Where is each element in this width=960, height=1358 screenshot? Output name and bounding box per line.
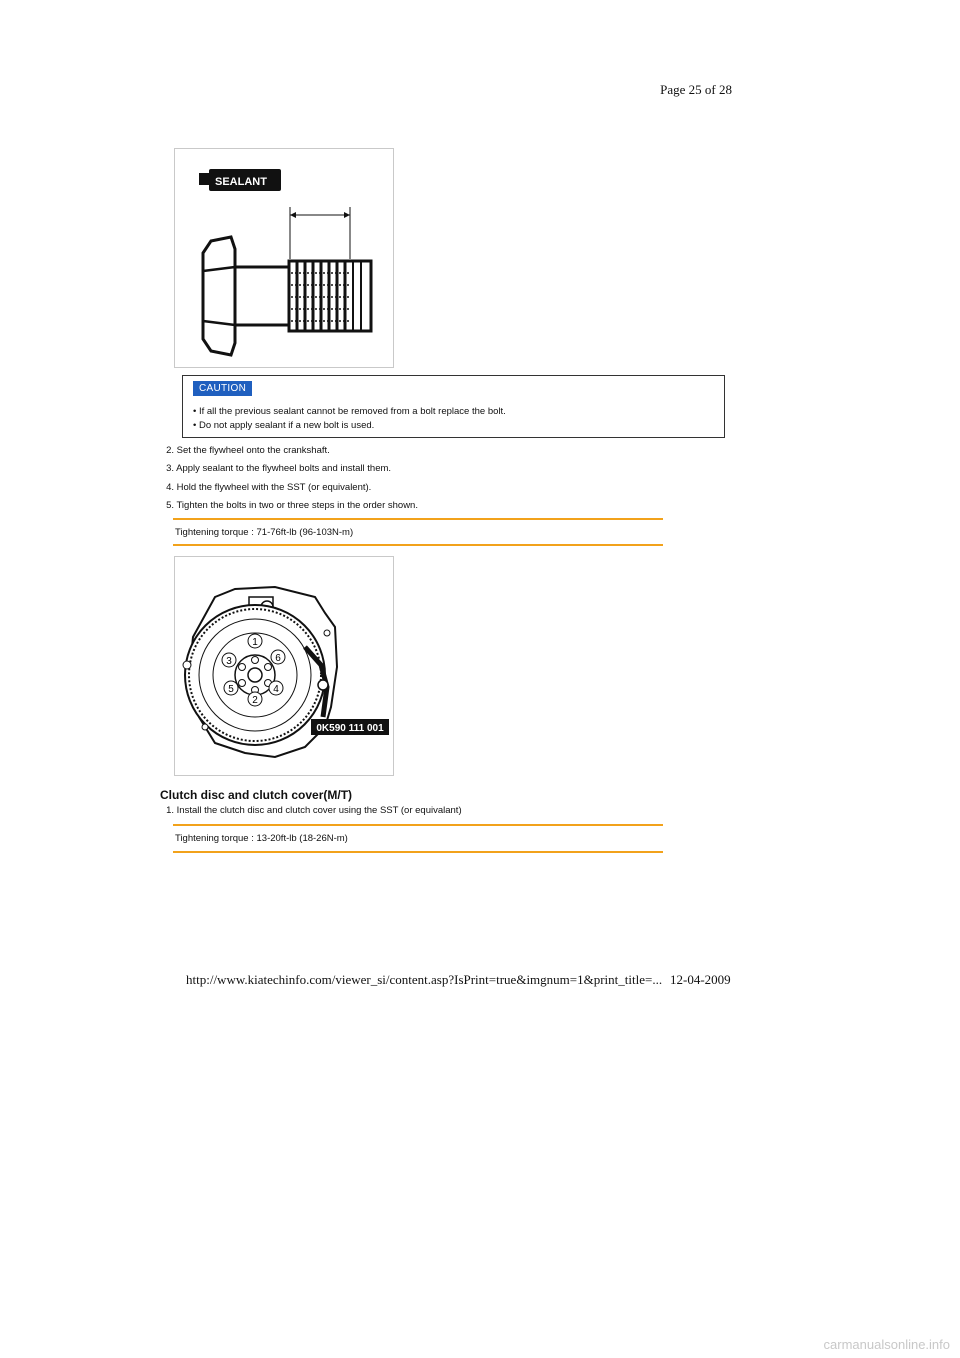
section-title: Clutch disc and clutch cover(M/T) [160, 788, 353, 802]
bolt-order-4: 4 [273, 684, 279, 695]
flywheel-figure [174, 556, 394, 776]
caution-badge: CAUTION [193, 381, 252, 396]
torque-divider [173, 851, 663, 853]
sealant-label: SEALANT [215, 176, 267, 188]
footer-date: 12-04-2009 [670, 972, 731, 987]
torque-divider [173, 518, 663, 520]
sst-part-number: 0K590 111 001 [316, 723, 384, 734]
step-item: 5. Tighten the bolts in two or three steps in the order shown. [166, 500, 418, 511]
step-item: 2. Set the flywheel onto the crankshaft. [166, 445, 330, 456]
caution-line: • If all the previous sealant cannot be removed from a bolt replace the bolt. [193, 406, 506, 417]
page-number: Page 25 of 28 [660, 82, 732, 97]
bolt-sealant-figure [174, 148, 394, 368]
caution-line: • Do not apply sealant if a new bolt is used. [193, 420, 375, 431]
torque-divider [173, 824, 663, 826]
bolt-order-1: 1 [252, 637, 258, 648]
bolt-order-2: 2 [252, 695, 258, 706]
torque-divider [173, 544, 663, 546]
footer-url: http://www.kiatechinfo.com/viewer_si/content.asp?IsPrint=true&imgnum=1&print_title=... [186, 972, 663, 987]
step-item: 3. Apply sealant to the flywheel bolts and install them. [166, 463, 392, 474]
torque-spec: Tightening torque : 13-20ft-lb (18-26N-m) [175, 833, 348, 844]
torque-spec: Tightening torque : 71-76ft-lb (96-103N-m) [175, 527, 354, 538]
caution-box [182, 375, 725, 438]
watermark: carmanualsonline.info [823, 1337, 950, 1352]
step-item: 1. Install the clutch disc and clutch cover using the SST (or equivalant) [166, 805, 462, 816]
step-item: 4. Hold the flywheel with the SST (or equivalent). [166, 482, 372, 493]
bolt-order-6: 6 [275, 653, 281, 664]
bolt-order-5: 5 [228, 684, 234, 695]
bolt-order-3: 3 [226, 656, 232, 667]
